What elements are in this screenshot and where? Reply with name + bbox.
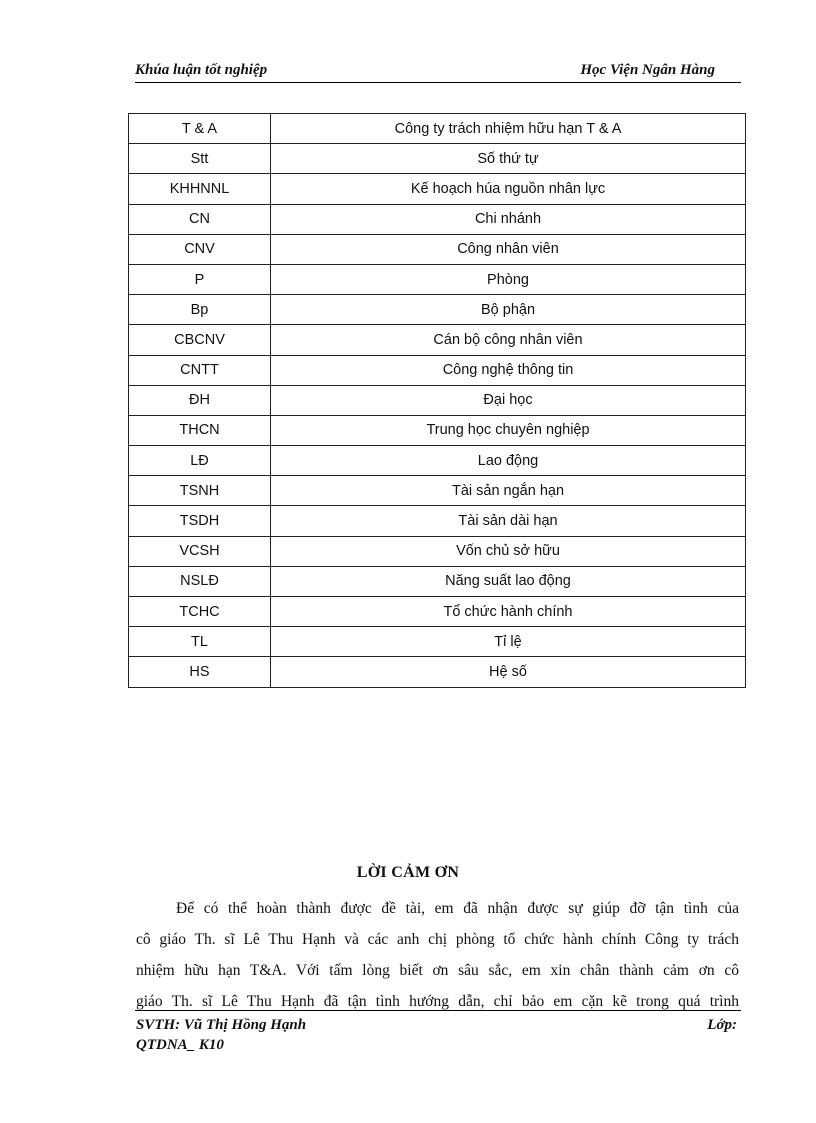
table-row (129, 325, 746, 355)
meaning-cell: Năng suất lao động (271, 566, 746, 596)
abbreviation-cell: Bp (129, 295, 271, 325)
table-row (129, 566, 746, 596)
table-row (129, 144, 746, 174)
abbreviation-cell: P (129, 264, 271, 294)
paragraph-line: cô giáo Th. sĩ Lê Thu Hạnh và các anh chị phòng tổ chức hành chính Công ty trách (136, 931, 739, 948)
abbreviation-cell: VCSH (129, 536, 271, 566)
acknowledgement-paragraph (136, 893, 739, 1017)
abbreviation-cell: TL (129, 627, 271, 657)
paragraph-line: giáo Th. sĩ Lê Thu Hạnh đã tận tình hướng dẫn, chỉ bảo em cặn kẽ trong quá trình (136, 993, 739, 1010)
page-header (135, 60, 741, 83)
meaning-cell: Vốn chủ sở hữu (271, 536, 746, 566)
meaning-cell: Công nhân viên (271, 234, 746, 264)
abbreviation-cell: CN (129, 204, 271, 234)
abbreviation-cell: THCN (129, 415, 271, 445)
meaning-cell: Số thứ tự (271, 144, 746, 174)
table-row (129, 597, 746, 627)
meaning-cell: Chi nhánh (271, 204, 746, 234)
meaning-cell: Hệ số (271, 657, 746, 687)
meaning-cell: Bộ phận (271, 295, 746, 325)
table-row (129, 295, 746, 325)
table-row (129, 114, 746, 144)
meaning-cell: Trung học chuyên nghiệp (271, 415, 746, 445)
abbreviation-cell: CNTT (129, 355, 271, 385)
header-thesis-label: Khúa luận tốt nghiệp (135, 62, 268, 78)
paragraph-line: nhiệm hữu hạn T&A. Với tấm lòng biết ơn sâu sắc, em xin chân thành cảm ơn cô (136, 962, 739, 979)
abbreviation-table-body (129, 114, 746, 688)
abbreviation-table (128, 113, 746, 688)
meaning-cell: Đại học (271, 385, 746, 415)
meaning-cell: Tài sản dài hạn (271, 506, 746, 536)
abbreviation-cell: CNV (129, 234, 271, 264)
footer-class-label: Lớp: (707, 1017, 737, 1033)
table-row (129, 355, 746, 385)
abbreviation-cell: CBCNV (129, 325, 271, 355)
table-row (129, 234, 746, 264)
table-row (129, 264, 746, 294)
abbreviation-cell: TSNH (129, 476, 271, 506)
abbreviation-cell: TCHC (129, 597, 271, 627)
header-institution: Học Viện Ngân Hàng (580, 62, 715, 78)
table-row (129, 446, 746, 476)
abbreviation-cell: Stt (129, 144, 271, 174)
meaning-cell: Kế hoạch húa nguồn nhân lực (271, 174, 746, 204)
table-row (129, 385, 746, 415)
table-row (129, 506, 746, 536)
footer-student: SVTH: Vũ Thị Hồng Hạnh (136, 1017, 307, 1033)
meaning-cell: Công ty trách nhiệm hữu hạn T & A (271, 114, 746, 144)
table-row (129, 174, 746, 204)
footer-divider (135, 1010, 741, 1011)
abbreviation-cell: LĐ (129, 446, 271, 476)
abbreviation-cell: NSLĐ (129, 566, 271, 596)
table-row (129, 415, 746, 445)
meaning-cell: Công nghệ thông tin (271, 355, 746, 385)
abbreviation-cell: TSDH (129, 506, 271, 536)
section-title: LỜI CẢM ƠN (356, 864, 460, 881)
table-row (129, 657, 746, 687)
meaning-cell: Lao động (271, 446, 746, 476)
meaning-cell: Tài sản ngắn hạn (271, 476, 746, 506)
table-row (129, 627, 746, 657)
abbreviation-cell: T & A (129, 114, 271, 144)
abbreviation-cell: KHHNNL (129, 174, 271, 204)
table-row (129, 536, 746, 566)
meaning-cell: Phòng (271, 264, 746, 294)
paragraph-line: Để có thể hoàn thành được đề tài, em đã nhận được sự giúp đỡ tận tình của (176, 900, 739, 917)
meaning-cell: Tỉ lệ (271, 627, 746, 657)
meaning-cell: Tổ chức hành chính (271, 597, 746, 627)
table-row (129, 204, 746, 234)
abbreviation-cell: HS (129, 657, 271, 687)
table-row (129, 476, 746, 506)
abbreviation-cell: ĐH (129, 385, 271, 415)
meaning-cell: Cán bộ công nhân viên (271, 325, 746, 355)
footer-class-code: QTDNA_ K10 (136, 1037, 224, 1053)
